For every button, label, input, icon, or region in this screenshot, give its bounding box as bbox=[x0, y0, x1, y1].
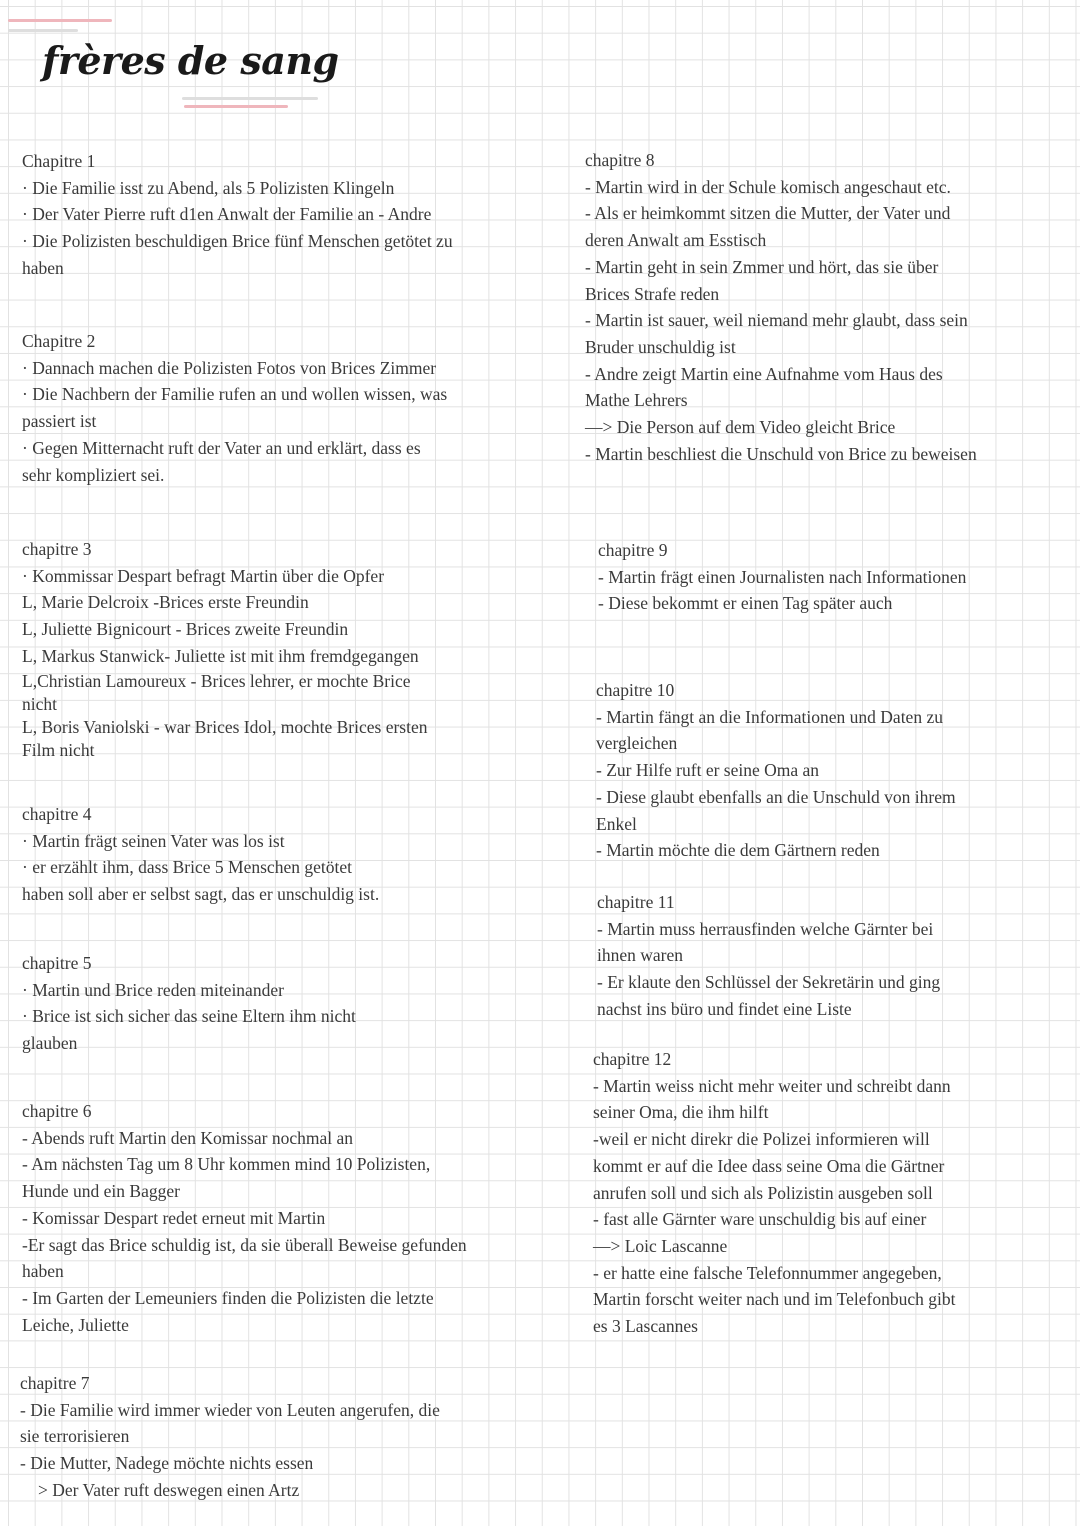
note-line: nachst ins büro und findet eine Liste bbox=[597, 998, 852, 1019]
chapter-heading: Chapitre 2 bbox=[22, 331, 96, 351]
chapter-section bbox=[598, 537, 966, 617]
note-line: - Die Mutter, Nadege möchte nichts essen bbox=[20, 1453, 314, 1474]
note-line: - Andre zeigt Martin eine Aufnahme vom Haus des bbox=[585, 363, 943, 384]
note-line: · Die Polizisten beschuldigen Brice fünf Menschen getötet zu bbox=[22, 231, 453, 252]
note-line: L,Christian Lamoureux - Brices lehrer, er mochte Brice bbox=[22, 670, 411, 691]
note-line: anrufen soll und sich als Polizistin ausgeben soll bbox=[593, 1182, 933, 1203]
chapter-heading: chapitre 4 bbox=[22, 804, 92, 824]
note-line: - Komissar Despart redet erneut mit Martin bbox=[22, 1207, 326, 1228]
chapter-heading: chapitre 10 bbox=[596, 680, 675, 700]
decorative-stroke-pink bbox=[8, 19, 112, 22]
note-line: —> Die Person auf dem Video gleicht Brice bbox=[585, 417, 896, 438]
note-line: - Martin geht in sein Zmmer und hört, das sie über bbox=[585, 256, 939, 277]
title-underline-pink bbox=[184, 105, 288, 108]
note-line: sie terrorisieren bbox=[20, 1426, 130, 1447]
decorative-stroke-grey bbox=[8, 29, 78, 32]
note-line: L, Juliette Bignicourt - Brices zweite Freundin bbox=[22, 619, 349, 640]
note-line: L, Markus Stanwick- Juliette ist mit ihm fremdgegangen bbox=[22, 645, 419, 666]
note-line: haben bbox=[22, 257, 64, 278]
note-line: Martin forscht weiter nach und im Telefonbuch gibt bbox=[593, 1289, 956, 1310]
note-line: - Martin frägt einen Journalisten nach Informationen bbox=[598, 566, 967, 587]
note-line: seiner Oma, die ihm hilft bbox=[593, 1102, 769, 1123]
note-line: - Martin möchte die dem Gärtnern reden bbox=[596, 840, 880, 861]
note-line: - Martin wird in der Schule komisch angeschaut etc. bbox=[585, 176, 951, 197]
note-line: L, Boris Vaniolski - war Brices Idol, mochte Brices ersten bbox=[22, 716, 428, 737]
note-line: Hunde und ein Bagger bbox=[22, 1181, 180, 1202]
note-line: - Zur Hilfe ruft er seine Oma an bbox=[596, 760, 820, 781]
note-line: glauben bbox=[22, 1033, 78, 1054]
note-line: —> Loic Lascanne bbox=[593, 1235, 728, 1256]
note-line: - Als er heimkommt sitzen die Mutter, der Vater und bbox=[585, 203, 951, 224]
chapter-section bbox=[593, 1046, 955, 1340]
chapter-heading: chapitre 9 bbox=[598, 540, 668, 560]
note-line: ihnen waren bbox=[597, 945, 684, 966]
chapter-heading: chapitre 7 bbox=[20, 1373, 90, 1393]
note-line: haben soll aber er selbst sagt, das er unschuldig ist. bbox=[22, 884, 380, 905]
chapter-heading: chapitre 8 bbox=[585, 150, 655, 170]
note-line: - Martin muss herrausfinden welche Gärnter bei bbox=[597, 918, 934, 939]
note-line: Bruder unschuldig ist bbox=[585, 336, 736, 357]
note-line: passiert ist bbox=[22, 411, 97, 432]
note-line: nicht bbox=[22, 693, 57, 714]
note-line: - Im Garten der Lemeuniers finden die Polizisten die letzte bbox=[22, 1287, 434, 1308]
note-line: Film nicht bbox=[22, 739, 95, 760]
note-line: - Martin weiss nicht mehr weiter und schreibt dann bbox=[593, 1075, 951, 1096]
chapter-section bbox=[22, 148, 453, 282]
note-line: · Martin frägt seinen Vater was los ist bbox=[22, 830, 285, 851]
chapter-heading: chapitre 11 bbox=[597, 892, 675, 912]
note-line: -weil er nicht direkr die Polizei informieren will bbox=[593, 1129, 930, 1150]
note-line: - Abends ruft Martin den Komissar nochmal an bbox=[22, 1127, 353, 1148]
chapter-heading: Chapitre 1 bbox=[22, 151, 96, 171]
note-line: · Die Familie isst zu Abend, als 5 Polizisten Klingeln bbox=[22, 177, 395, 198]
note-line: es 3 Lascannes bbox=[593, 1316, 698, 1337]
chapter-section bbox=[22, 328, 447, 488]
chapter-heading: chapitre 3 bbox=[22, 539, 92, 559]
note-line: - Diese glaubt ebenfalls an die Unschuld von ihrem bbox=[596, 786, 956, 807]
note-line: - Martin beschliest die Unschuld von Brice zu beweisen bbox=[585, 443, 977, 464]
note-line: - Diese bekommt er einen Tag später auch bbox=[598, 593, 893, 614]
note-line: - Martin fängt an die Informationen und Daten zu bbox=[596, 706, 943, 727]
chapter-section bbox=[585, 147, 977, 467]
note-line: - fast alle Gärnter ware unschuldig bis auf einer bbox=[593, 1209, 927, 1230]
note-line: - Am nächsten Tag um 8 Uhr kommen mind 10 Polizisten, bbox=[22, 1154, 431, 1175]
note-line: - er hatte eine falsche Telefonnummer angegeben, bbox=[593, 1262, 942, 1283]
chapter-section bbox=[596, 677, 956, 864]
note-line: Leiche, Juliette bbox=[22, 1314, 129, 1335]
note-line: · Gegen Mitternacht ruft der Vater an und erklärt, dass es bbox=[22, 437, 421, 458]
note-line: · Dannach machen die Polizisten Fotos von Brices Zimmer bbox=[22, 357, 437, 378]
chapter-section bbox=[22, 1098, 467, 1338]
title-underline-grey bbox=[182, 97, 318, 100]
chapter-section bbox=[22, 950, 356, 1057]
note-line: sehr kompliziert sei. bbox=[22, 464, 165, 485]
note-line: · Kommissar Despart befragt Martin über die Opfer bbox=[22, 565, 385, 586]
note-line: - Die Familie wird immer wieder von Leuten angerufen, die bbox=[20, 1399, 440, 1420]
note-line: haben bbox=[22, 1261, 64, 1282]
note-line: · Die Nachbern der Familie rufen an und wollen wissen, was bbox=[22, 384, 448, 405]
page-title: frères de sang bbox=[42, 38, 339, 83]
note-line: Mathe Lehrers bbox=[585, 390, 688, 411]
chapter-section bbox=[22, 536, 428, 762]
chapter-section bbox=[22, 801, 379, 908]
note-line: · Brice ist sich sicher das seine Eltern ihm nicht bbox=[22, 1006, 356, 1027]
note-line: · Martin und Brice reden miteinander bbox=[22, 979, 284, 1000]
chapter-heading: chapitre 12 bbox=[593, 1049, 672, 1069]
note-line: Brices Strafe reden bbox=[585, 283, 720, 304]
note-line: vergleichen bbox=[596, 733, 678, 754]
note-line: · Der Vater Pierre ruft d1en Anwalt der Familie an - Andre bbox=[22, 204, 432, 225]
note-line: Enkel bbox=[596, 813, 637, 834]
note-line: > Der Vater ruft deswegen einen Artz bbox=[38, 1479, 300, 1500]
note-line: - Martin ist sauer, weil niemand mehr glaubt, dass sein bbox=[585, 310, 968, 331]
note-line: - Er klaute den Schlüssel der Sekretärin und ging bbox=[597, 972, 941, 993]
note-line: deren Anwalt am Esstisch bbox=[585, 230, 767, 251]
chapter-section bbox=[597, 889, 940, 1023]
note-line: · er erzählt ihm, dass Brice 5 Menschen getötet bbox=[22, 857, 352, 878]
chapter-section bbox=[20, 1370, 440, 1504]
note-line: -Er sagt das Brice schuldig ist, da sie überall Beweise gefunden bbox=[22, 1234, 467, 1255]
chapter-heading: chapitre 5 bbox=[22, 953, 92, 973]
note-line: kommt er auf die Idee dass seine Oma die Gärtner bbox=[593, 1155, 945, 1176]
note-line: L, Marie Delcroix -Brices erste Freundin bbox=[22, 592, 309, 613]
chapter-heading: chapitre 6 bbox=[22, 1101, 92, 1121]
